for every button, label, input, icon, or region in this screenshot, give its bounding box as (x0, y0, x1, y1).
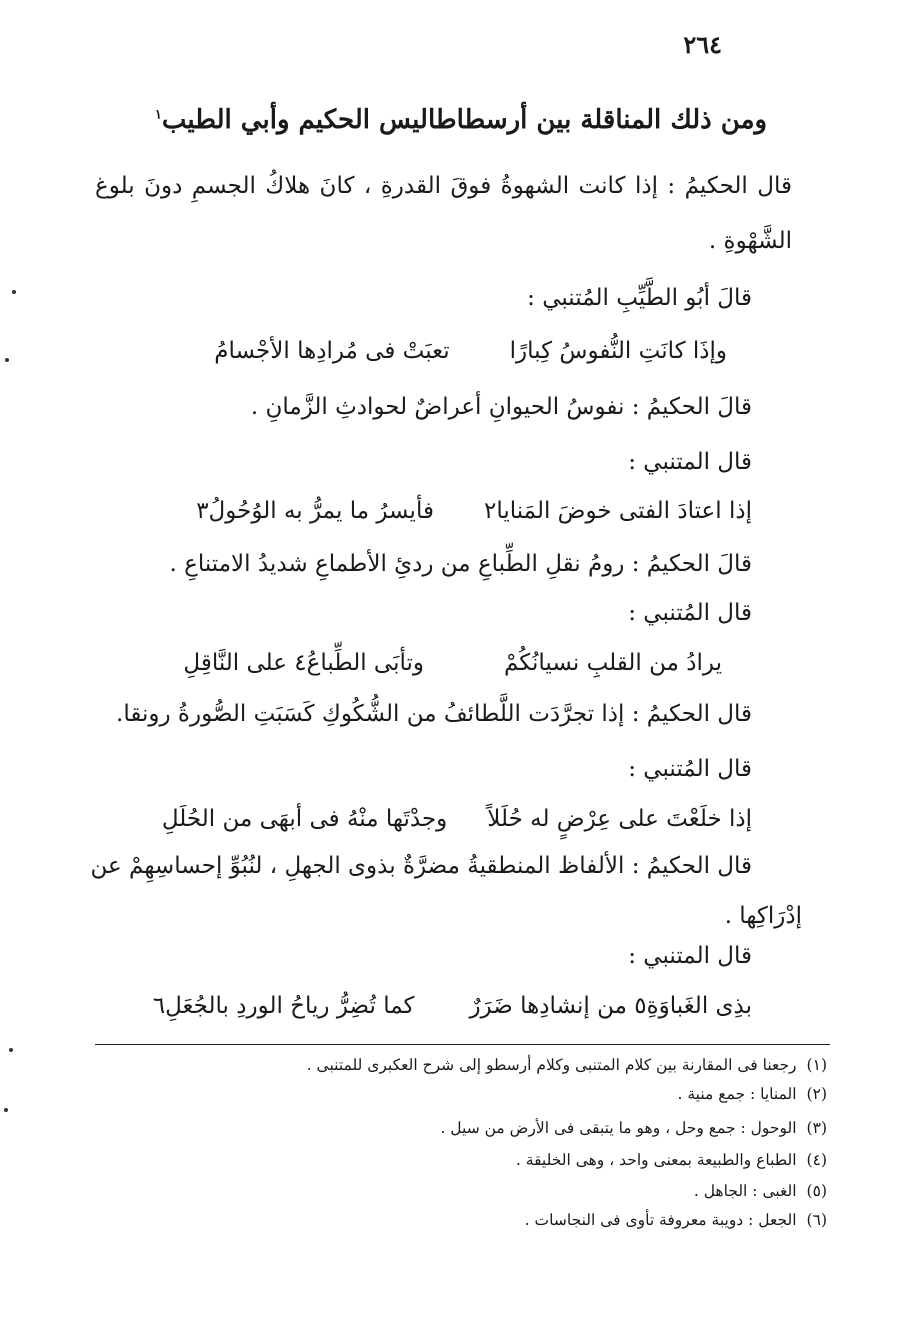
verse-second-hemistich: وتأبَى الطِّباعُ٤ على النَّاقِلِ (183, 650, 424, 676)
body-line: قال الحكيمُ : إذا كانت الشهوةُ فوقَ القدرةِ ، كانَ هلاكُ الجسمِ دونَ بلوغ (95, 173, 792, 199)
footnote-number: (٢) (806, 1085, 827, 1103)
footnote-text: الطباع والطبيعة بمعنى واحد ، وهى الخليقة . (515, 1151, 797, 1169)
body-line: الشَّهْوةِ . (708, 228, 792, 254)
verse-first-hemistich: يرادُ من القلبِ نسيانُكُمْ (504, 650, 722, 676)
speaker-line: قال المُتنبي : (628, 600, 752, 626)
heading-footnote-ref: ١ (154, 107, 162, 123)
footnote-number: (٦) (806, 1211, 827, 1229)
footnote-number: (٣) (806, 1119, 827, 1137)
verse-second-hemistich: تعبَتْ فى مُرادِها الأجْسامُ (214, 338, 450, 364)
verse-first-hemistich: إذا اعتادَ الفتى خوضَ المَنايا٢ (483, 498, 752, 524)
scan-speck (9, 1048, 13, 1052)
body-line: إدْرَاكِها . (724, 903, 802, 929)
verse (214, 340, 727, 363)
speaker-line: قال المُتنبي : (628, 756, 752, 782)
verse (183, 652, 722, 675)
verse-second-hemistich: وجدْتَها منْهُ فى أبهَى من الحُلَلِ (161, 806, 448, 832)
body-line: قالَ الحكيمُ : رومُ نقلِ الطِّباعِ من ردئِ الأطماعِ شديدُ الامتناعِ . (169, 551, 752, 577)
footnote-number: (١) (806, 1056, 827, 1074)
footnote-text: الجعل : دويبة معروفة تأوى فى النجاسات . (524, 1211, 797, 1229)
footnote-text: الوحول : جمع وحل ، وهو ما يتبقى فى الأرض من سيل . (440, 1119, 797, 1137)
footnote (440, 1121, 827, 1137)
scan-speck (4, 1108, 8, 1112)
page-number: ٢٦٤ (683, 30, 722, 59)
verse-second-hemistich: كما تُضِرُّ رياحُ الوردِ بالجُعَلِ٦ (152, 993, 415, 1019)
footnote-text: الغبى : الجاهل . (693, 1182, 797, 1200)
footnote (694, 1184, 827, 1200)
section-heading (0, 105, 922, 135)
footnote-text: المنايا : جمع منية . (677, 1085, 797, 1103)
verse-first-hemistich: وإذَا كانَتِ النُّفوسُ كِبارًا (509, 338, 727, 364)
verse-second-hemistich: فأيسرُ ما يمرُّ به الوُحُولُ٣ (196, 498, 434, 524)
scan-speck (5, 358, 9, 362)
body-line: قالَ الحكيمُ : نفوسُ الحيوانِ أعراضٌ لحوادثِ الزَّمانِ . (250, 394, 752, 420)
footnote-separator (95, 1044, 830, 1045)
verse-first-hemistich: إذا خلَعْتَ على عِرْضٍ له حُلَلاً (487, 806, 752, 832)
speaker-line: قالَ أبُو الطَّيِّبِ المُتنبي : (527, 285, 752, 311)
speaker-line: قال المتنبي : (628, 943, 752, 969)
body-line: قال الحكيمُ : إذا تجرَّدَت اللَّطائفُ من الشُّكُوكِ كَسَبَتِ الصُّورةُ رونقا. (116, 701, 752, 727)
footnote (516, 1153, 827, 1169)
footnote-text: رجعنا فى المقارنة بين كلام المتنبى وكلام أرسطو إلى شرح العكبرى للمتنبى . (306, 1056, 797, 1074)
verse-first-hemistich: بذِى الغَباوَةِ٥ من إنشادِها ضَرَرٌ (469, 993, 752, 1019)
verse (153, 995, 752, 1018)
body-line: قال الحكيمُ : الألفاظ المنطقيةُ مضرَّةٌ بذوى الجهلِ ، لنُبُوِّ إحساسِهِمْ عن (90, 853, 752, 879)
footnote-number: (٥) (806, 1182, 827, 1200)
heading-text: ومن ذلك المناقلة بين أرسطاطاليس الحكيم وأبي الطيب (161, 105, 768, 135)
footnote (307, 1058, 827, 1074)
scan-speck (12, 290, 16, 294)
footnote-number: (٤) (806, 1151, 827, 1169)
footnote (678, 1087, 828, 1103)
speaker-line: قال المتنبي : (628, 449, 752, 475)
verse (162, 808, 752, 831)
footnote (525, 1213, 827, 1229)
verse (196, 500, 752, 523)
